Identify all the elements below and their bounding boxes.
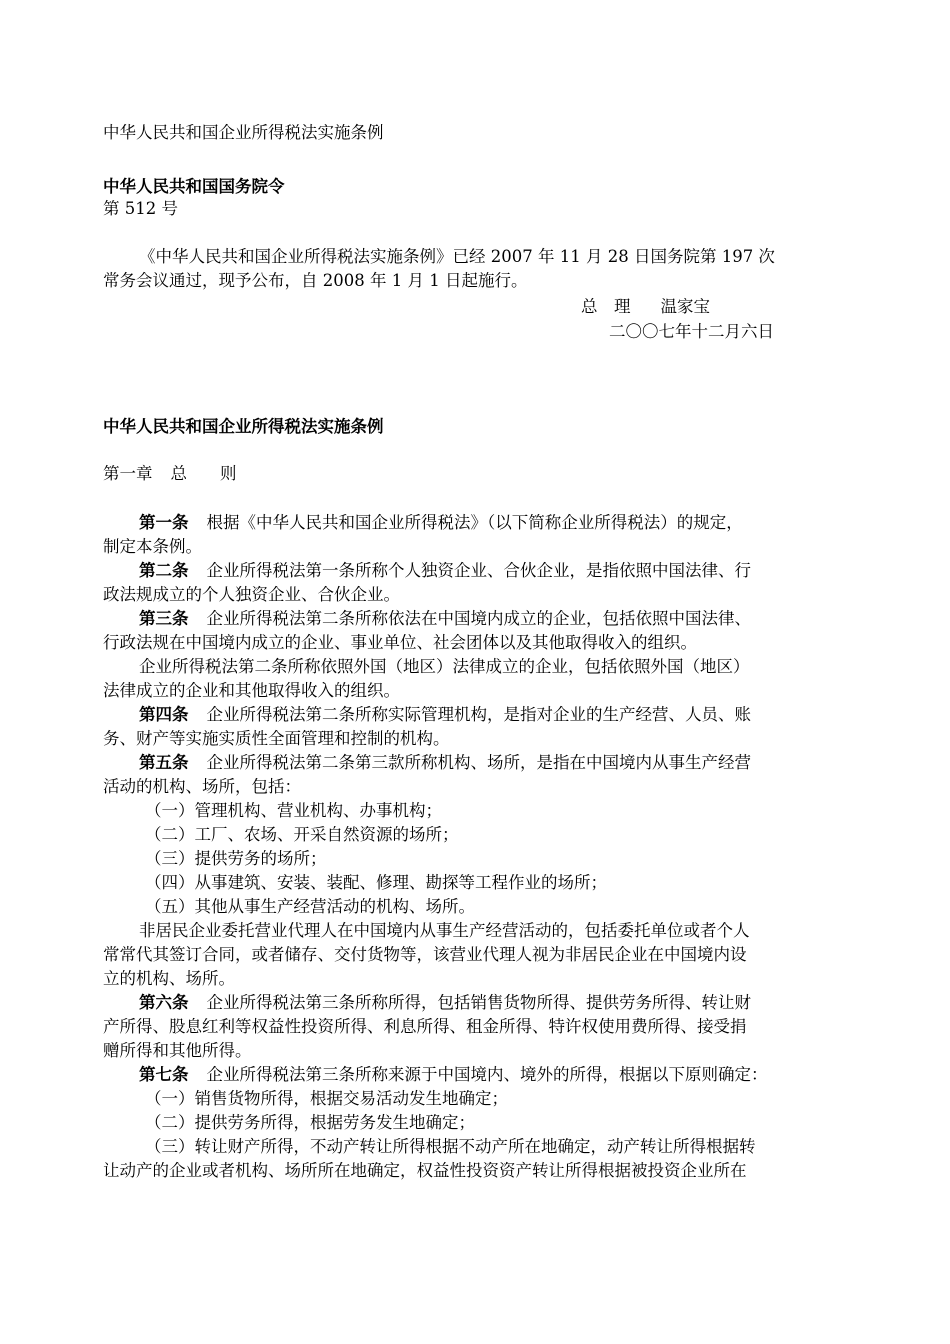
article-7-item-3: （三）转让财产所得，不动产转让所得根据不动产所在地确定，动产转让所得根据转 — [145, 1137, 756, 1156]
article-4-line-1 — [103, 703, 751, 727]
article-5-item-3: （三）提供劳务的场所； — [145, 849, 327, 868]
article-3-para-2-line-2: 法律成立的企业和其他取得收入的组织。 — [103, 681, 400, 700]
article-5-text: 企业所得税法第二条第三款所称机构、场所，是指在中国境内从事生产经营 — [206, 753, 751, 772]
article-5-line-2: 活动的机构、场所，包括： — [103, 777, 301, 796]
signer-name: 温家宝 — [660, 297, 710, 316]
chapter-heading — [103, 462, 237, 486]
article-4-label: 第四条 — [139, 705, 189, 724]
article-2-line-1 — [103, 559, 751, 583]
article-2-label: 第二条 — [139, 561, 189, 580]
article-4-text: 企业所得税法第二条所称实际管理机构，是指对企业的生产经营、人员、账 — [206, 705, 751, 724]
main-title: 中华人民共和国企业所得税法实施条例 — [103, 417, 384, 436]
article-6-text: 企业所得税法第三条所称所得，包括销售货物所得、提供劳务所得、转让财 — [206, 993, 751, 1012]
article-2-text: 企业所得税法第一条所称个人独资企业、合伙企业，是指依照中国法律、行 — [206, 561, 751, 580]
article-7-item-3-continued: 让动产的企业或者机构、场所所在地确定，权益性投资资产转让所得根据被投资企业所在 — [103, 1161, 747, 1180]
article-1-line-2: 制定本条例。 — [103, 537, 202, 556]
article-3-label: 第三条 — [139, 609, 189, 628]
article-4-line-2: 务、财产等实施实质性全面管理和控制的机构。 — [103, 729, 450, 748]
header-title: 中华人民共和国企业所得税法实施条例 — [103, 123, 384, 142]
order-issuer: 中华人民共和国国务院令 — [103, 177, 285, 196]
signature-block — [581, 295, 710, 319]
sign-date: 二〇〇七年十二月六日 — [609, 322, 774, 341]
article-7-line-1 — [103, 1063, 768, 1087]
article-3-text: 企业所得税法第二条所称依法在中国境内成立的企业，包括依照中国法律、 — [206, 609, 751, 628]
chapter-label: 第一章 — [103, 464, 153, 483]
order-number: 第 512 号 — [103, 199, 178, 218]
article-2-line-2: 政法规成立的个人独资企业、合伙企业。 — [103, 585, 400, 604]
article-6-line-3: 赠所得和其他所得。 — [103, 1041, 252, 1060]
article-1-text: 根据《中华人民共和国企业所得税法》（以下简称企业所得税法）的规定， — [206, 513, 743, 532]
article-5-para-2-line-3: 立的机构、场所。 — [103, 969, 235, 988]
article-6-line-2: 产所得、股息红利等权益性投资所得、利息所得、租金所得、特许权使用费所得、接受捐 — [103, 1017, 747, 1036]
article-7-text: 企业所得税法第三条所称来源于中国境内、境外的所得，根据以下原则确定： — [206, 1065, 768, 1084]
article-6-line-1 — [103, 991, 751, 1015]
article-5-item-2: （二）工厂、农场、开采自然资源的场所； — [145, 825, 459, 844]
article-5-para-2-line-1: 非居民企业委托营业代理人在中国境内从事生产经营活动的，包括委托单位或者个人 — [139, 921, 750, 940]
chapter-name: 总 则 — [170, 464, 237, 483]
promulgation-line-1: 《中华人民共和国企业所得税法实施条例》已经 2007 年 11 月 28 日国务院第 197 次 — [139, 247, 775, 266]
article-5-label: 第五条 — [139, 753, 189, 772]
article-3-para-2-line-1: 企业所得税法第二条所称依照外国（地区）法律成立的企业，包括依照外国（地区） — [139, 657, 750, 676]
article-5-item-4: （四）从事建筑、安装、装配、修理、勘探等工程作业的场所； — [145, 873, 607, 892]
article-7-item-1: （一）销售货物所得，根据交易活动发生地确定； — [145, 1089, 508, 1108]
article-6-label: 第六条 — [139, 993, 189, 1012]
article-5-item-1: （一）管理机构、营业机构、办事机构； — [145, 801, 442, 820]
article-1-label: 第一条 — [139, 513, 189, 532]
article-7-item-2: （二）提供劳务所得，根据劳务发生地确定； — [145, 1113, 475, 1132]
article-3-line-1 — [103, 607, 751, 631]
article-5-item-5: （五）其他从事生产经营活动的机构、场所。 — [145, 897, 475, 916]
signer-title: 总 理 — [581, 297, 631, 316]
promulgation-line-2: 常务会议通过，现予公布，自 2008 年 1 月 1 日起施行。 — [103, 271, 528, 290]
article-5-line-1 — [103, 751, 751, 775]
article-5-para-2-line-2: 常常代其签订合同，或者储存、交付货物等，该营业代理人视为非居民企业在中国境内设 — [103, 945, 747, 964]
article-1-line-1 — [103, 511, 743, 535]
article-3-line-2: 行政法规在中国境内成立的企业、事业单位、社会团体以及其他取得收入的组织。 — [103, 633, 697, 652]
article-7-label: 第七条 — [139, 1065, 189, 1084]
